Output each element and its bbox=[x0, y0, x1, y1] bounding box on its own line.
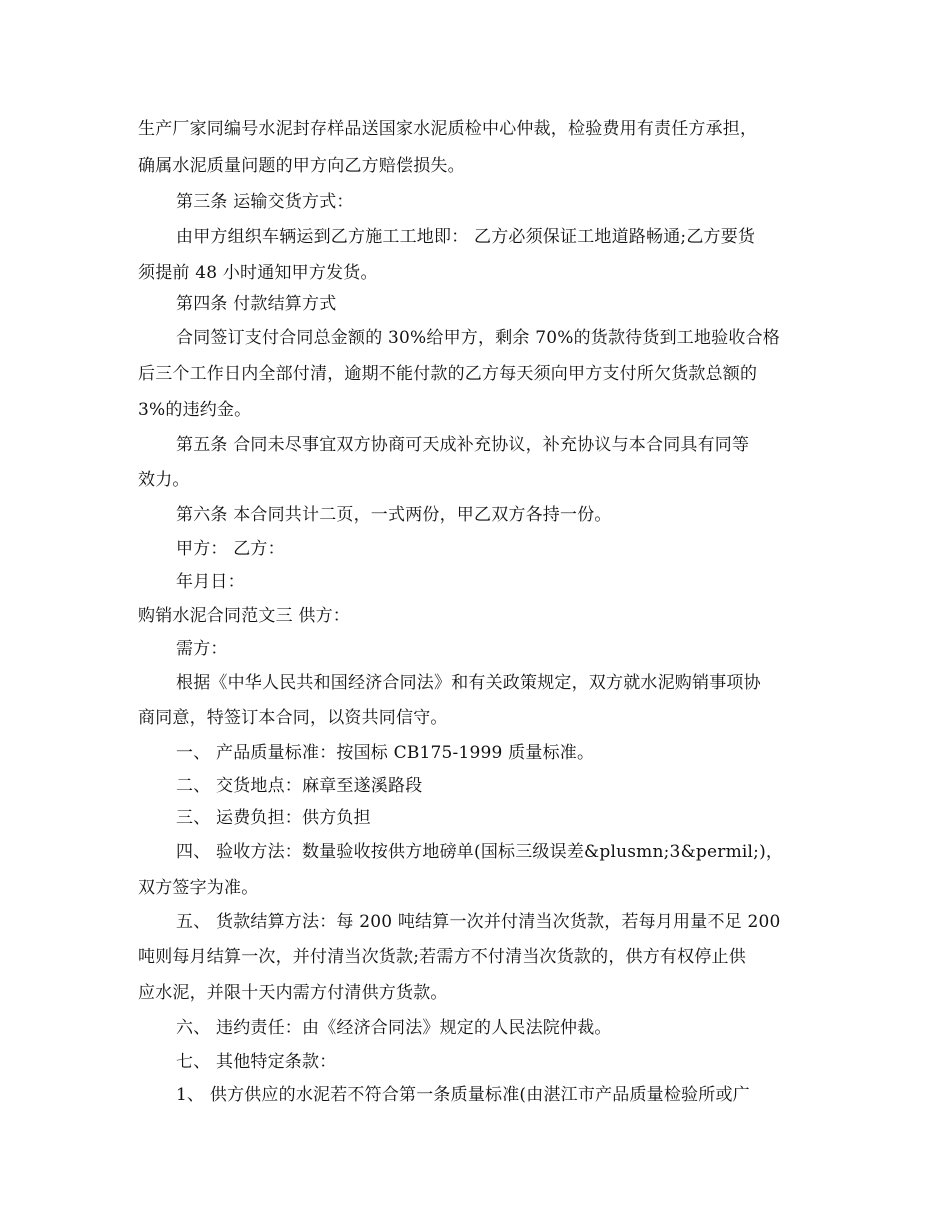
text-line: 3%的违约金。 bbox=[138, 400, 252, 420]
text-line: 生产厂家同编号水泥封存样品送国家水泥质检中心仲裁，检验费用有责任方承担， bbox=[138, 119, 758, 139]
text-line: 确属水泥质量问题的甲方向乙方赔偿损失。 bbox=[138, 156, 465, 176]
text-line: 双方签字为准。 bbox=[138, 878, 259, 898]
text-line: 由甲方组织车辆运到乙方施工工地即： 乙方必须保证工地道路畅通;乙方要货 bbox=[176, 227, 756, 247]
clause-line: 六、 违约责任：由《经济合同法》规定的人民法院仲裁。 bbox=[176, 1018, 612, 1038]
text-line: 须提前 48 小时通知甲方发货。 bbox=[138, 263, 378, 283]
text-line: 合同签订支付合同总金额的 30%给甲方，剩余 70%的货款待货到工地验收合格 bbox=[176, 328, 780, 348]
article-heading: 第三条 运输交货方式： bbox=[176, 192, 354, 212]
section-title: 购销水泥合同范文三 供方： bbox=[138, 606, 351, 626]
clause-line: 二、 交货地点：麻章至遂溪路段 bbox=[176, 776, 423, 796]
clause-line: 三、 运费负担：供方负担 bbox=[176, 808, 371, 828]
text-line: 效力。 bbox=[138, 470, 190, 490]
text-line: 第六条 本合同共计二页，一式两份，甲乙双方各持一份。 bbox=[176, 505, 612, 525]
text-line: 第五条 合同未尽事宜双方协商可天成补充协议，补充协议与本合同具有同等 bbox=[176, 435, 750, 455]
clause-line: 七、 其他特定条款： bbox=[176, 1052, 337, 1072]
clause-line: 五、 货款结算方法：每 200 吨结算一次并付清当次货款，若每月用量不足 200 bbox=[176, 912, 781, 932]
text-line: 后三个工作日内全部付清，逾期不能付款的乙方每天须向甲方支付所欠货款总额的 bbox=[138, 364, 758, 384]
text-line: 根据《中华人民共和国经济合同法》和有关政策规定，双方就水泥购销事项协 bbox=[176, 673, 761, 693]
clause-line: 一、 产品质量标准：按国标 CB175-1999 质量标准。 bbox=[176, 743, 595, 763]
text-line: 吨则每月结算一次，并付清当次货款;若需方不付清当次货款的，供方有权停止供 bbox=[138, 947, 746, 967]
text-line: 应水泥，并限十天内需方付清供方货款。 bbox=[138, 983, 448, 1003]
date-line: 年月日： bbox=[176, 572, 245, 592]
party-line: 需方： bbox=[176, 639, 228, 659]
signature-line: 甲方： 乙方： bbox=[176, 539, 285, 559]
text-line: 商同意，特签订本合同，以资共同信守。 bbox=[138, 708, 448, 728]
article-heading: 第四条 付款结算方式 bbox=[176, 294, 337, 314]
clause-line: 1、 供方供应的水泥若不符合第一条质量标准(由湛江市产品质量检验所或广 bbox=[176, 1085, 750, 1105]
clause-line: 四、 验收方法：数量验收按供方地磅单(国标三级误差&plusmn;3&permil;)， bbox=[176, 842, 784, 862]
